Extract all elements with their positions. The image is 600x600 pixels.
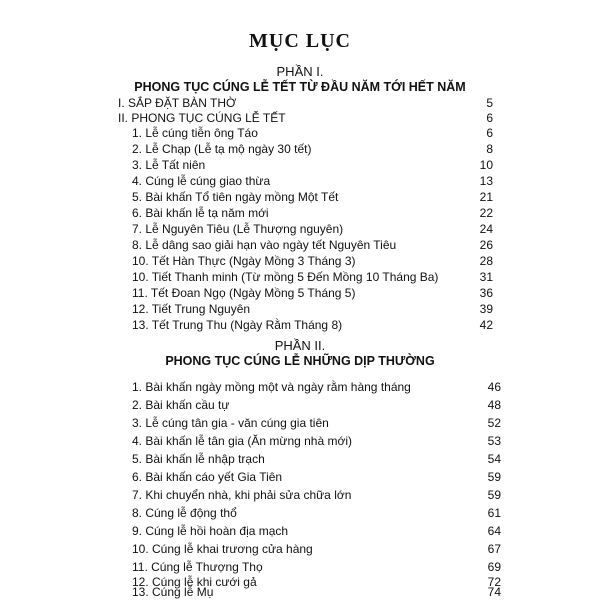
toc-item-text: 1. Bài khấn ngày mồng một và ngày rằm hàng tháng	[132, 380, 411, 394]
toc-item-text: 7. Lễ Nguyên Tiêu (Lễ Thượng nguyên)	[132, 222, 344, 236]
toc-item	[132, 174, 493, 189]
toc-item-text: 1. Lễ cúng tiễn ông Táo	[132, 126, 258, 140]
toc-item-page: 59	[487, 488, 501, 502]
page-title: MỤC LỤC	[249, 30, 351, 52]
toc-item-text: 4. Cúng lễ cúng giao thừa	[132, 174, 271, 188]
toc-item	[132, 158, 493, 173]
toc-item	[132, 238, 493, 253]
toc-item-text: 9. Cúng lễ hồi hoàn địa mạch	[132, 524, 289, 538]
toc-item-text: 8. Lễ dâng sao giải hạn vào ngày tết Nguyên Tiêu	[132, 238, 397, 252]
toc-item	[132, 585, 501, 599]
toc-item-page: 39	[479, 302, 493, 316]
toc-item-page: 13	[479, 174, 493, 188]
toc-item-text: 10. Tết Hàn Thực (Ngày Mồng 3 Tháng 3)	[132, 254, 356, 268]
toc-item	[132, 488, 501, 503]
toc-item-text: 2. Bài khấn cầu tự	[132, 398, 230, 412]
toc-item-page: 42	[479, 318, 493, 332]
toc-section	[118, 96, 493, 111]
toc-item-text: 6. Bài khấn cáo yết Gia Tiên	[132, 470, 283, 484]
toc-item-page: 48	[487, 398, 501, 412]
toc-item-text: 2. Lễ Chạp (Lễ tạ mộ ngày 30 tết)	[132, 142, 312, 156]
toc-item-page: 46	[487, 380, 501, 394]
toc-item	[132, 286, 493, 301]
toc-item	[132, 470, 501, 485]
toc-item-text: 5. Bài khấn lễ nhập trạch	[132, 452, 265, 466]
toc-item-page: 74	[487, 585, 501, 599]
toc-item	[132, 398, 501, 413]
toc-item-page: 72	[487, 575, 501, 589]
toc-item-text: 3. Lễ Tất niên	[132, 158, 206, 172]
toc-item-page: 24	[479, 222, 493, 236]
toc-item	[132, 254, 493, 269]
toc-item-page: 26	[479, 238, 493, 252]
toc-item	[132, 302, 493, 317]
toc-item	[132, 222, 493, 237]
toc-item-text: 11. Cúng lễ Thượng Thọ	[132, 560, 263, 574]
part1-heading: PHONG TỤC CÚNG LỄ TẾT TỪ ĐẦU NĂM TỚI HẾT NĂM	[134, 80, 466, 94]
toc-item-page: 22	[479, 206, 493, 220]
toc-item	[132, 126, 493, 141]
toc-item-text: 8. Cúng lễ động thổ	[132, 506, 237, 520]
toc-item	[132, 270, 493, 285]
toc-item-page: 69	[487, 560, 501, 574]
toc-item-text: 4. Bài khấn lễ tân gia (Ăn mừng nhà mới)	[132, 434, 353, 448]
toc-item-text: 12. Tiết Trung Nguyên	[132, 302, 251, 316]
toc-item-page: 52	[487, 416, 501, 430]
part1-label: PHẦN I.	[276, 64, 324, 79]
toc-item-page: 59	[487, 470, 501, 484]
toc-item	[132, 142, 493, 157]
toc-item-page: 6	[486, 126, 493, 140]
toc-item-text: 3. Lễ cúng tân gia - văn cúng gia tiên	[132, 416, 329, 430]
toc-item-page: 64	[487, 524, 501, 538]
toc-item-page: 31	[479, 270, 493, 284]
toc-item-text: 12. Cúng lễ khi cưới gả	[132, 575, 257, 589]
part2-label: PHẦN II.	[274, 338, 326, 353]
toc-section-page: 6	[486, 111, 493, 125]
toc-item-page: 67	[487, 542, 501, 556]
toc-item-text: 13. Tết Trung Thu (Ngày Rằm Tháng 8)	[132, 318, 343, 332]
toc-section	[118, 111, 493, 126]
toc-item-page: 28	[479, 254, 493, 268]
toc-item	[132, 190, 493, 205]
toc-item-text: 11. Tết Đoan Ngọ (Ngày Mồng 5 Tháng 5)	[132, 286, 356, 300]
part2-heading: PHONG TỤC CÚNG LỄ NHỮNG DỊP THƯỜNG	[165, 354, 435, 368]
toc-section-text: II. PHONG TỤC CÚNG LỄ TẾT	[118, 111, 286, 125]
toc-item-page: 53	[487, 434, 501, 448]
toc-item-text: 13. Cúng lễ Mụ	[132, 585, 214, 599]
toc-item	[132, 416, 501, 431]
toc-item	[132, 506, 501, 521]
toc-item-text: 5. Bài khấn Tổ tiên ngày mồng Một Tết	[132, 190, 339, 204]
toc-item	[132, 434, 501, 449]
toc-item	[132, 380, 501, 395]
toc-section-text: I. SẮP ĐẶT BÀN THỜ	[118, 96, 237, 110]
toc-item	[132, 318, 493, 333]
toc-item-page: 54	[487, 452, 501, 466]
toc-item-page: 61	[487, 506, 501, 520]
toc-item-page: 36	[479, 286, 493, 300]
toc-item	[132, 206, 493, 221]
toc-item	[132, 524, 501, 539]
toc-item-page: 8	[486, 142, 493, 156]
toc-item	[132, 560, 501, 575]
toc-item-page: 21	[479, 190, 493, 204]
toc-item	[132, 542, 501, 557]
toc-section-page: 5	[486, 96, 493, 110]
toc-item-text: 7. Khi chuyển nhà, khi phải sửa chữa lớn	[132, 488, 352, 502]
toc-item-text: 6. Bài khấn lễ tạ năm mới	[132, 206, 269, 220]
toc-item-text: 10. Cúng lễ khai trương cửa hàng	[132, 542, 313, 556]
toc-item-text: 10. Tiết Thanh minh (Từ mồng 5 Đến Mồng 10 Tháng Ba)	[132, 270, 439, 284]
toc-item-page: 10	[479, 158, 493, 172]
toc-item	[132, 452, 501, 467]
